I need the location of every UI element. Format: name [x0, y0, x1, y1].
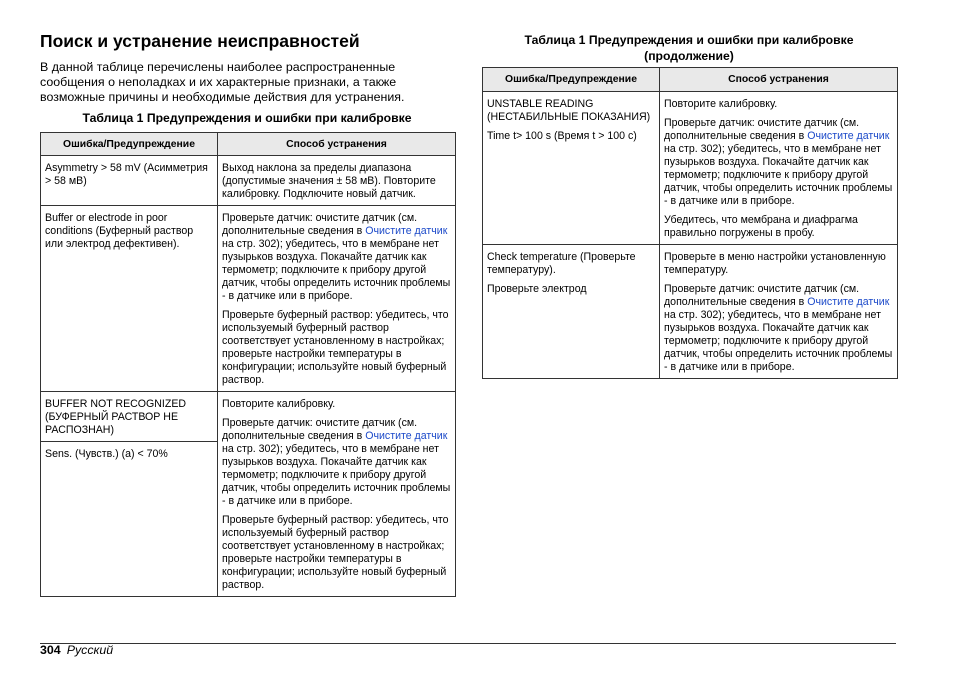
- solution-paragraph: [222, 309, 451, 387]
- solution-paragraph: [222, 212, 451, 303]
- error-text: BUFFER NOT RECOGNIZED (БУФЕРНЫЙ РАСТВОР НЕ РАСПОЗНАН): [45, 398, 187, 436]
- column-header-solution: Способ устранения: [218, 133, 456, 156]
- error-text: Time t> 100 s (Время t > 100 с): [487, 130, 637, 142]
- footer-rule: [40, 643, 896, 644]
- error-cell: [41, 442, 218, 597]
- solution-cell: [218, 392, 456, 597]
- solution-paragraph: [222, 417, 451, 508]
- solution-text: Проверьте буферный раствор: убедитесь, что используемый буферный раствор соответствует установленному в настройках; проверьте настройки температуры в конфигурации; используйте новый буферный раствор.: [222, 514, 449, 591]
- solution-text: на стр. 302); убедитесь, что в мембране нет пузырьков воздуха. Покачайте датчик как термометр; подключите к прибору другой датчик, чтобы определить источник проблемы - в датчике или в приборе.: [222, 238, 451, 302]
- solution-paragraph: [664, 117, 893, 208]
- error-cell: [483, 245, 660, 379]
- solution-text: Проверьте датчик: очистите датчик (см. дополнительные сведения в: [222, 417, 418, 442]
- error-text: Asymmetry > 58 mV (Асимметрия > 58 мВ): [45, 162, 208, 187]
- error-text: Sens. (Чувств.) (а) < 70%: [45, 448, 168, 460]
- table-row: [41, 392, 456, 442]
- solution-text: Проверьте буферный раствор: убедитесь, что используемый буферный раствор соответствует установленному в настройках; проверьте настройки температуры в конфигурации; используйте новый буферный раствор.: [222, 309, 449, 386]
- error-cell: [41, 156, 218, 206]
- cross-reference-link[interactable]: Очистите датчик: [807, 130, 890, 142]
- cross-reference-link[interactable]: Очистите датчик: [365, 225, 448, 237]
- page-footer: [40, 643, 113, 657]
- solution-cell: [660, 92, 898, 245]
- error-cell: [41, 206, 218, 392]
- solution-paragraph: [664, 98, 893, 111]
- solution-paragraph: [222, 162, 451, 201]
- solution-text: Проверьте в меню настройки установленную температуру.: [664, 251, 886, 276]
- solution-text: на стр. 302); убедитесь, что в мембране нет пузырьков воздуха. Покачайте датчик как термометр; подключите к прибору другой датчик, чтобы определить источник проблемы - в датчике или в приборе.: [664, 309, 893, 373]
- table-row: [41, 206, 456, 392]
- error-text: Проверьте электрод: [487, 283, 587, 295]
- page-title: Поиск и устранение неисправностей: [40, 31, 360, 51]
- solution-text: Повторите калибровку.: [664, 98, 778, 110]
- cross-reference-link[interactable]: Очистите датчик: [807, 296, 890, 308]
- intro-paragraph: В данной таблице перечислены наиболее распространенные сообщения о неполадках и их характерные признаки, а также возможные причины и необходимые действия для устранения.: [40, 60, 405, 104]
- column-header-error: Ошибка/Предупреждение: [41, 133, 218, 156]
- solution-text: Выход наклона за пределы диапазона (допустимые значения ± 58 мВ). Повторите калибровку. Подключите новый датчик.: [222, 162, 436, 200]
- table-row: [483, 92, 898, 245]
- solution-text: Проверьте датчик: очистите датчик (см. дополнительные сведения в: [222, 212, 418, 237]
- solution-text: Повторите калибровку.: [222, 398, 336, 410]
- table-caption-left: Таблица 1 Предупреждения и ошибки при калибровке: [82, 111, 412, 125]
- calibration-errors-table-continued: [482, 67, 898, 379]
- table-caption-right: Таблица 1 Предупреждения и ошибки при калибровке (продолжение): [524, 33, 854, 63]
- solution-text: Проверьте датчик: очистите датчик (см. дополнительные сведения в: [664, 117, 860, 142]
- solution-paragraph: [664, 214, 893, 240]
- solution-paragraph: [222, 398, 451, 411]
- solution-paragraph: [664, 283, 893, 374]
- cross-reference-link[interactable]: Очистите датчик: [365, 430, 448, 442]
- solution-paragraph: [664, 251, 893, 277]
- solution-cell: [660, 245, 898, 379]
- calibration-errors-table: [40, 132, 456, 597]
- error-cell: [41, 392, 218, 442]
- column-header-solution: Способ устранения: [660, 68, 898, 92]
- error-text: Check temperature (Проверьте температуру).: [487, 251, 636, 276]
- error-text: Buffer or electrode in poor conditions (Буферный раствор или электрод дефективен).: [45, 212, 194, 250]
- page-number: 304: [40, 643, 61, 657]
- column-header-error: Ошибка/Предупреждение: [483, 68, 660, 92]
- solution-text: Проверьте датчик: очистите датчик (см. дополнительные сведения в: [664, 283, 860, 308]
- solution-cell: [218, 206, 456, 392]
- solution-paragraph: [222, 514, 451, 592]
- footer-language: Русский: [66, 643, 114, 657]
- error-text: UNSTABLE READING (НЕСТАБИЛЬНЫЕ ПОКАЗАНИЯ): [487, 98, 651, 123]
- solution-cell: [218, 156, 456, 206]
- error-cell: [483, 92, 660, 245]
- table-row: [41, 156, 456, 206]
- solution-text: на стр. 302); убедитесь, что в мембране нет пузырьков воздуха. Покачайте датчик как термометр; подключите к прибору другой датчик, чтобы определить источник проблемы - в датчике или в приборе.: [222, 443, 451, 507]
- solution-text: на стр. 302); убедитесь, что в мембране нет пузырьков воздуха. Покачайте датчик как термометр; подключите к прибору другой датчик, чтобы определить источник проблемы - в датчике или в приборе.: [664, 143, 893, 207]
- solution-text: Убедитесь, что мембрана и диафрагма правильно погружены в пробу.: [664, 214, 858, 239]
- table-row: [483, 245, 898, 379]
